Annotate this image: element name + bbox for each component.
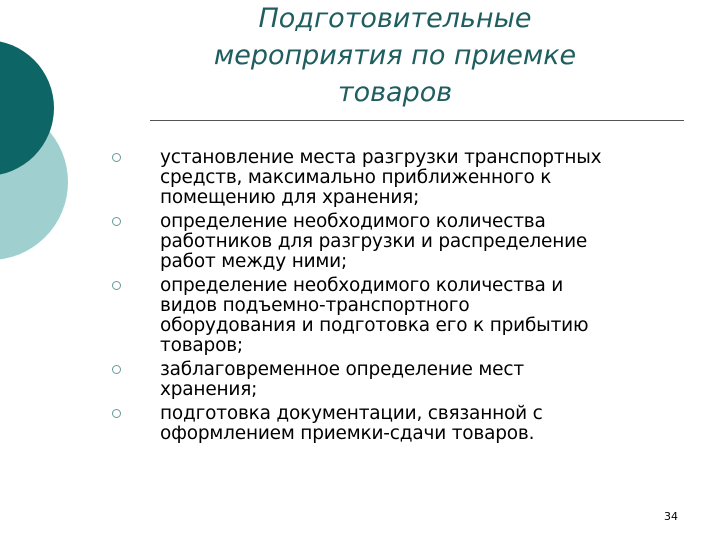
- item-line: видов подъемно-транспортного: [160, 295, 470, 316]
- item-line: товаров;: [160, 335, 243, 356]
- list-item: [110, 276, 680, 356]
- title-line: мероприятия по приемке: [213, 40, 577, 71]
- item-line: установление места разгрузки транспортных: [160, 147, 602, 168]
- item-line: подготовка документации, связанной с: [160, 403, 543, 424]
- hollow-circle-bullet-icon: [112, 153, 121, 162]
- list-item: [110, 148, 680, 208]
- bullet-list: [110, 148, 680, 448]
- hollow-circle-bullet-icon: [112, 217, 121, 226]
- page-number: 34: [664, 510, 678, 523]
- item-line: определение необходимого количества и: [160, 275, 564, 296]
- hollow-circle-bullet-icon: [112, 409, 121, 418]
- item-line: оформлением приемки-сдачи товаров.: [160, 423, 535, 444]
- list-item: [110, 360, 680, 400]
- title-line: товаров: [337, 77, 453, 108]
- list-item: [110, 404, 680, 444]
- item-line: работников для разгрузки и распределение: [160, 231, 588, 252]
- title-line: Подготовительные: [258, 3, 532, 34]
- hollow-circle-bullet-icon: [112, 365, 121, 374]
- item-line: заблаговременное определение мест: [160, 359, 524, 380]
- item-line: хранения;: [160, 379, 258, 400]
- slide-title: [180, 0, 610, 111]
- hollow-circle-bullet-icon: [112, 281, 121, 290]
- item-line: определение необходимого количества: [160, 211, 546, 232]
- item-line: средств, максимально приближенного к: [160, 167, 552, 188]
- item-line: работ между ними;: [160, 251, 348, 272]
- item-line: оборудования и подготовка его к прибытию: [160, 315, 589, 336]
- list-item: [110, 212, 680, 272]
- decorative-teal-circles: [0, 0, 80, 290]
- title-divider: [150, 120, 684, 121]
- item-line: помещению для хранения;: [160, 187, 420, 208]
